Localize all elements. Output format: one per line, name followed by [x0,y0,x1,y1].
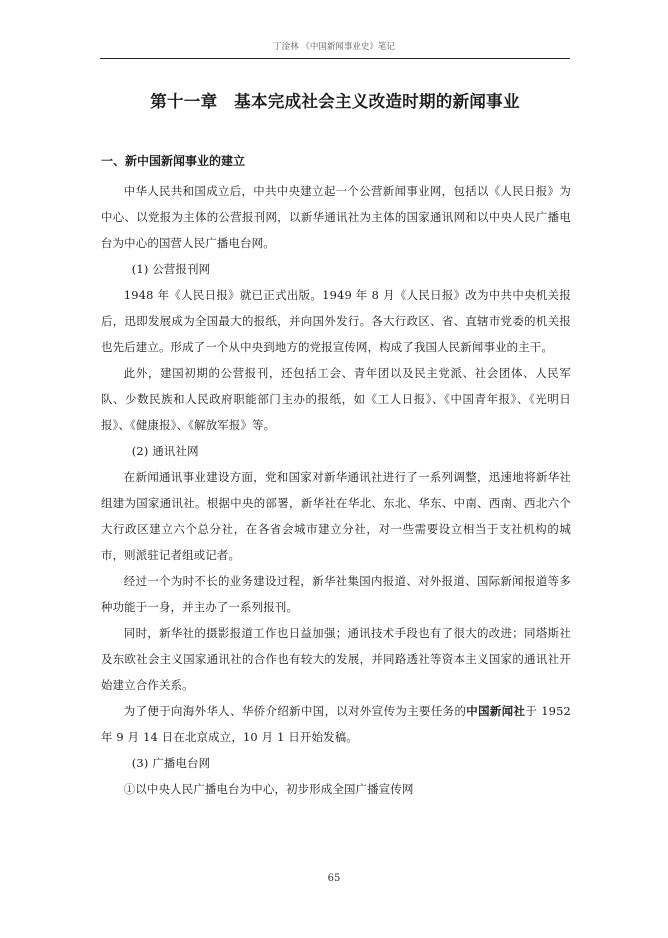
section-heading: 一、新中国新闻事业的建立 [101,154,246,168]
running-header: 丁淦林 《中国新闻事业史》笔记 [273,42,395,52]
paragraph: 经过一个为时不长的业务建设过程，新华社集国内报道、对外报道、国际新闻报道等多种功能于一身，并主办了一系列报刊。 [101,574,571,614]
text-run: 于 1952 年 9 月 14 日在北京成立，10 月 1 日开始发稿。 [101,704,571,744]
body-text [101,178,571,802]
bold-term-china-news-service: 中国新闻社 [466,704,526,718]
subheading-news-agency-network: (2) 通讯社网 [131,444,199,458]
page-number: 65 [327,873,341,884]
paragraph: 此外，建国初期的公营报刊，还包括工会、青年团以及民主党派、社会团体、人民军队、少数民族和人民政府职能部门主办的报纸，如《工人日报》、《中国青年报》、《光明日报》、《健康报》、《解放军报》等。 [101,366,571,432]
paragraph [101,698,571,750]
header-rule [100,58,570,59]
subheading-newspaper-network: (1) 公营报刊网 [131,262,211,276]
text-run: 为了便于向海外华人、华侨介绍新中国，以对外宣传为主要任务的 [123,704,467,718]
intro-paragraph: 中华人民共和国成立后，中共中央建立起一个公营新闻事业网，包括以《人民日报》为中心、以党报为主体的公营报刊网，以新华通讯社为主体的国家通讯网和以中央人民广播电台为中心的国营人民广播电台网。 [101,184,571,250]
chapter-title: 第十一章 基本完成社会主义改造时期的新闻事业 [150,92,520,111]
subheading-radio-network: (3) 广播电台网 [131,756,211,770]
paragraph: 在新闻通讯事业建设方面，党和国家对新华通讯社进行了一系列调整，迅速地将新华社组建为国家通讯社。根据中央的部署，新华社在华北、东北、华东、中南、西南、西北六个大行政区建立六个总分社，在各省会城市建立分社，对一些需要设立相当于支社机构的城市，则派驻记者组或记者。 [101,470,571,562]
list-item: ①以中央人民广播电台为中心，初步形成全国广播宣传网 [123,782,414,796]
paragraph: 1948 年《人民日报》就已正式出版。1949 年 8 月《人民日报》改为中共中央机关报后，迅即发展成为全国最大的报纸，并向国外发行。各大行政区、省、直辖市党委的机关报也先后建立。形成了一个从中央到地方的党报宣传网，构成了我国人民新闻事业的主干。 [101,288,571,354]
paragraph: 同时，新华社的摄影报道工作也日益加强；通讯技术手段也有了很大的改进；同塔斯社及东欧社会主义国家通讯社的合作也有较大的发展，并同路透社等资本主义国家的通讯社开始建立合作关系。 [101,626,571,692]
